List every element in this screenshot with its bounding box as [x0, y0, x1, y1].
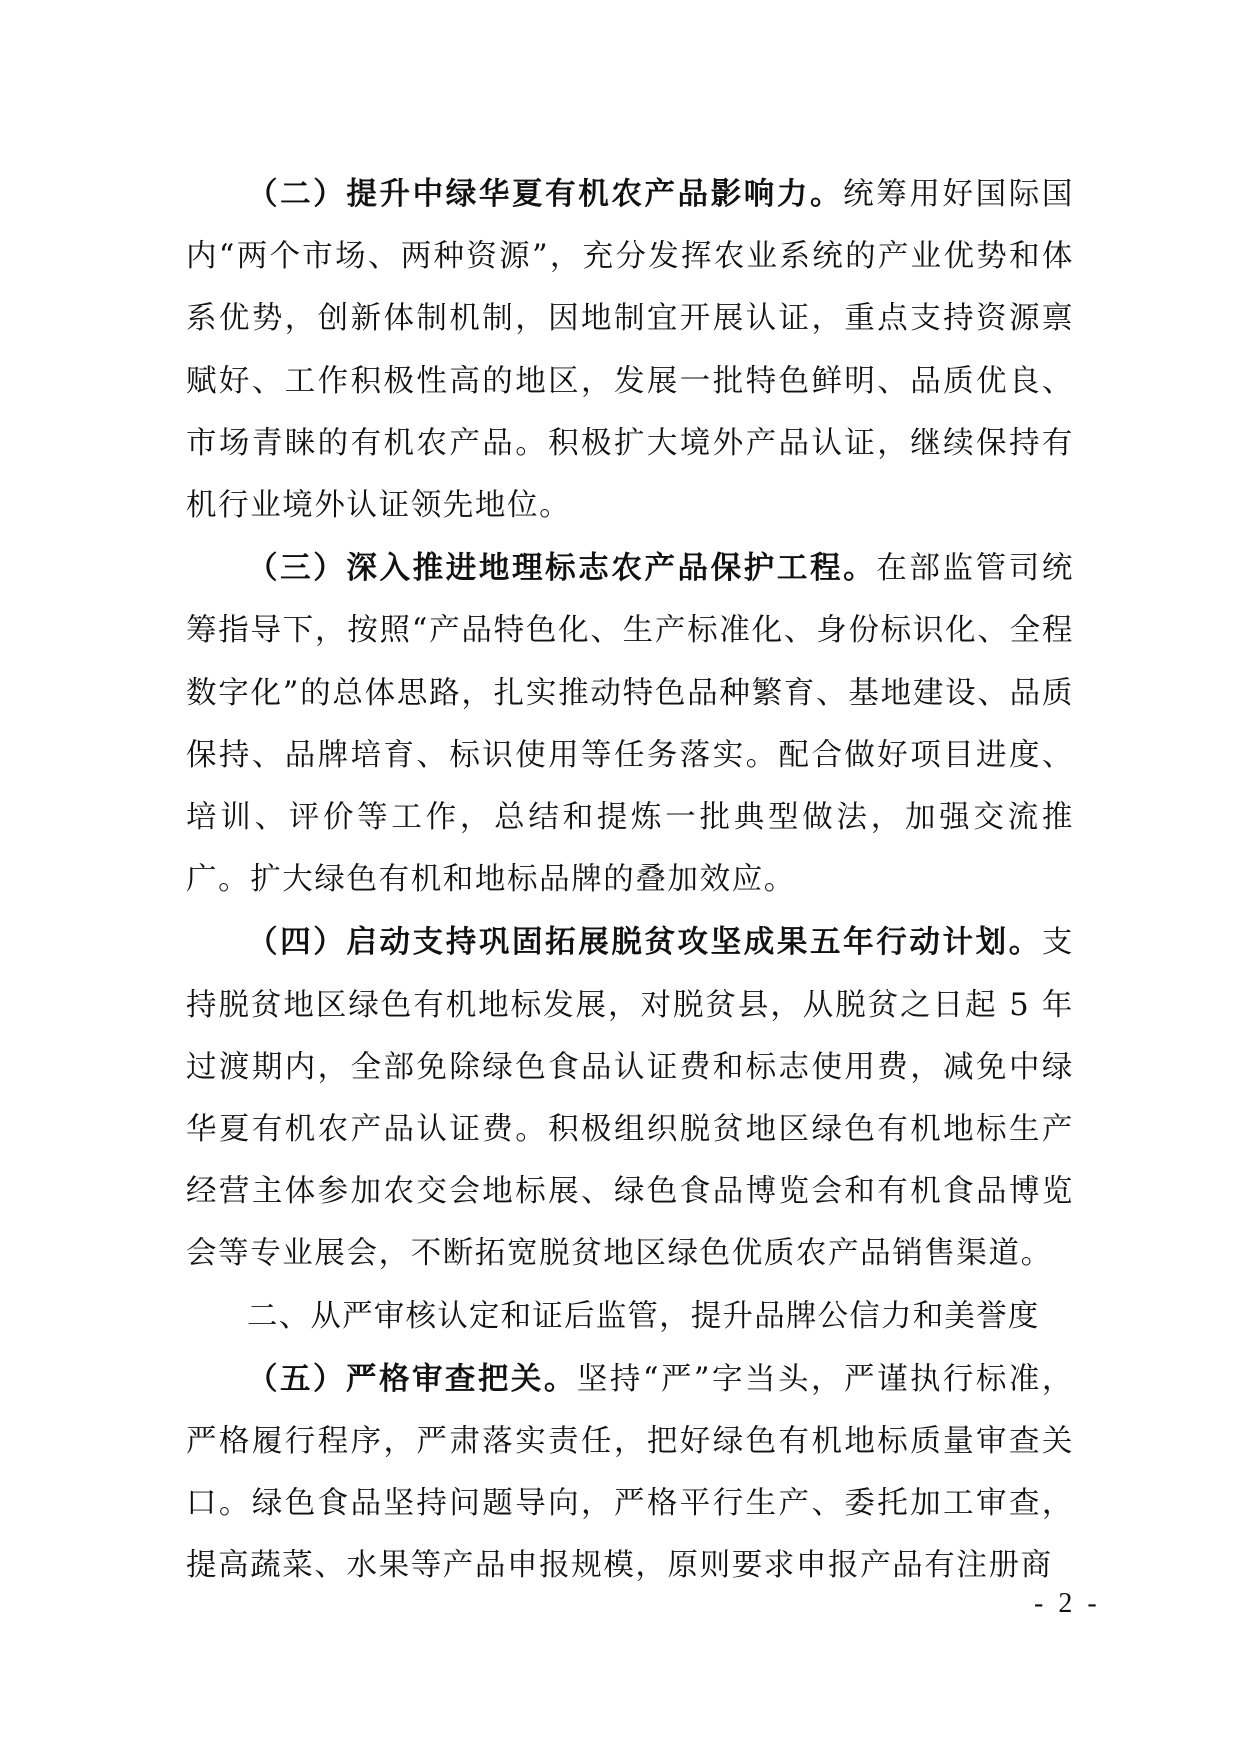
page-number: - 2 - [1034, 1588, 1101, 1619]
paragraph-text: 统筹用好国际国内“两个市场、两种资源”，充分发挥农业系统的产业优势和体系优势，创新体制机制，因地制宜开展认证，重点支持资源禀赋好、工作积极性高的地区，发展一批特色鲜明、品质优良、市场青睐的有机农产品。积极扩大境外产品认证，继续保持有机行业境外认证领先地位。 [186, 177, 1074, 524]
paragraph-heading: （三）深入推进地理标志农产品保护工程。 [247, 550, 877, 587]
paragraph-text: 在部监管司统筹指导下，按照“产品特色化、生产标准化、身份标识化、全程数字化”的总体思路，扎实推动特色品种繁育、基地建设、品质保持、品牌培育、标识使用等任务落实。配合做好项目进度、培训、评价等工作，总结和提炼一批典型做法，加强交流推广。扩大绿色有机和地标品牌的叠加效应。 [186, 551, 1074, 898]
paragraph-heading: （四）启动支持巩固拓展脱贫攻坚成果五年行动计划。 [247, 924, 1042, 961]
document-body [186, 163, 1074, 1598]
paragraph-strict-review [186, 1348, 1074, 1598]
paragraph-heading: （五）严格审查把关。 [247, 1360, 577, 1397]
paragraph-poverty-alleviation [186, 911, 1074, 1285]
paragraph-organic-products [186, 163, 1074, 537]
paragraph-geographical-indication [186, 537, 1074, 911]
paragraph-heading: （二）提升中绿华夏有机农产品影响力。 [247, 176, 844, 212]
section-title: 二、从严审核认定和证后监管，提升品牌公信力和美誉度 [247, 1298, 1040, 1334]
paragraph-text: 支持脱贫地区绿色有机地标发展，对脱贫县，从脱贫之日起 5 年过渡期内，全部免除绿色食品认证费和标志使用费，减免中绿华夏有机农产品认证费。积极组织脱贫地区绿色有机地标生产经营主体参加农交会地标展、绿色食品博览会和有机食品博览会等专业展会，不断拓宽脱贫地区绿色优质农产品销售渠道。 [186, 925, 1074, 1272]
paragraph-text: 坚持“严”字当头，严谨执行标准，严格履行程序，严肃落实责任，把好绿色有机地标质量审查关口。绿色食品坚持问题导向，严格平行生产、委托加工审查，提高蔬菜、水果等产品申报规模，原则要求申报产品有注册商 [186, 1361, 1074, 1584]
